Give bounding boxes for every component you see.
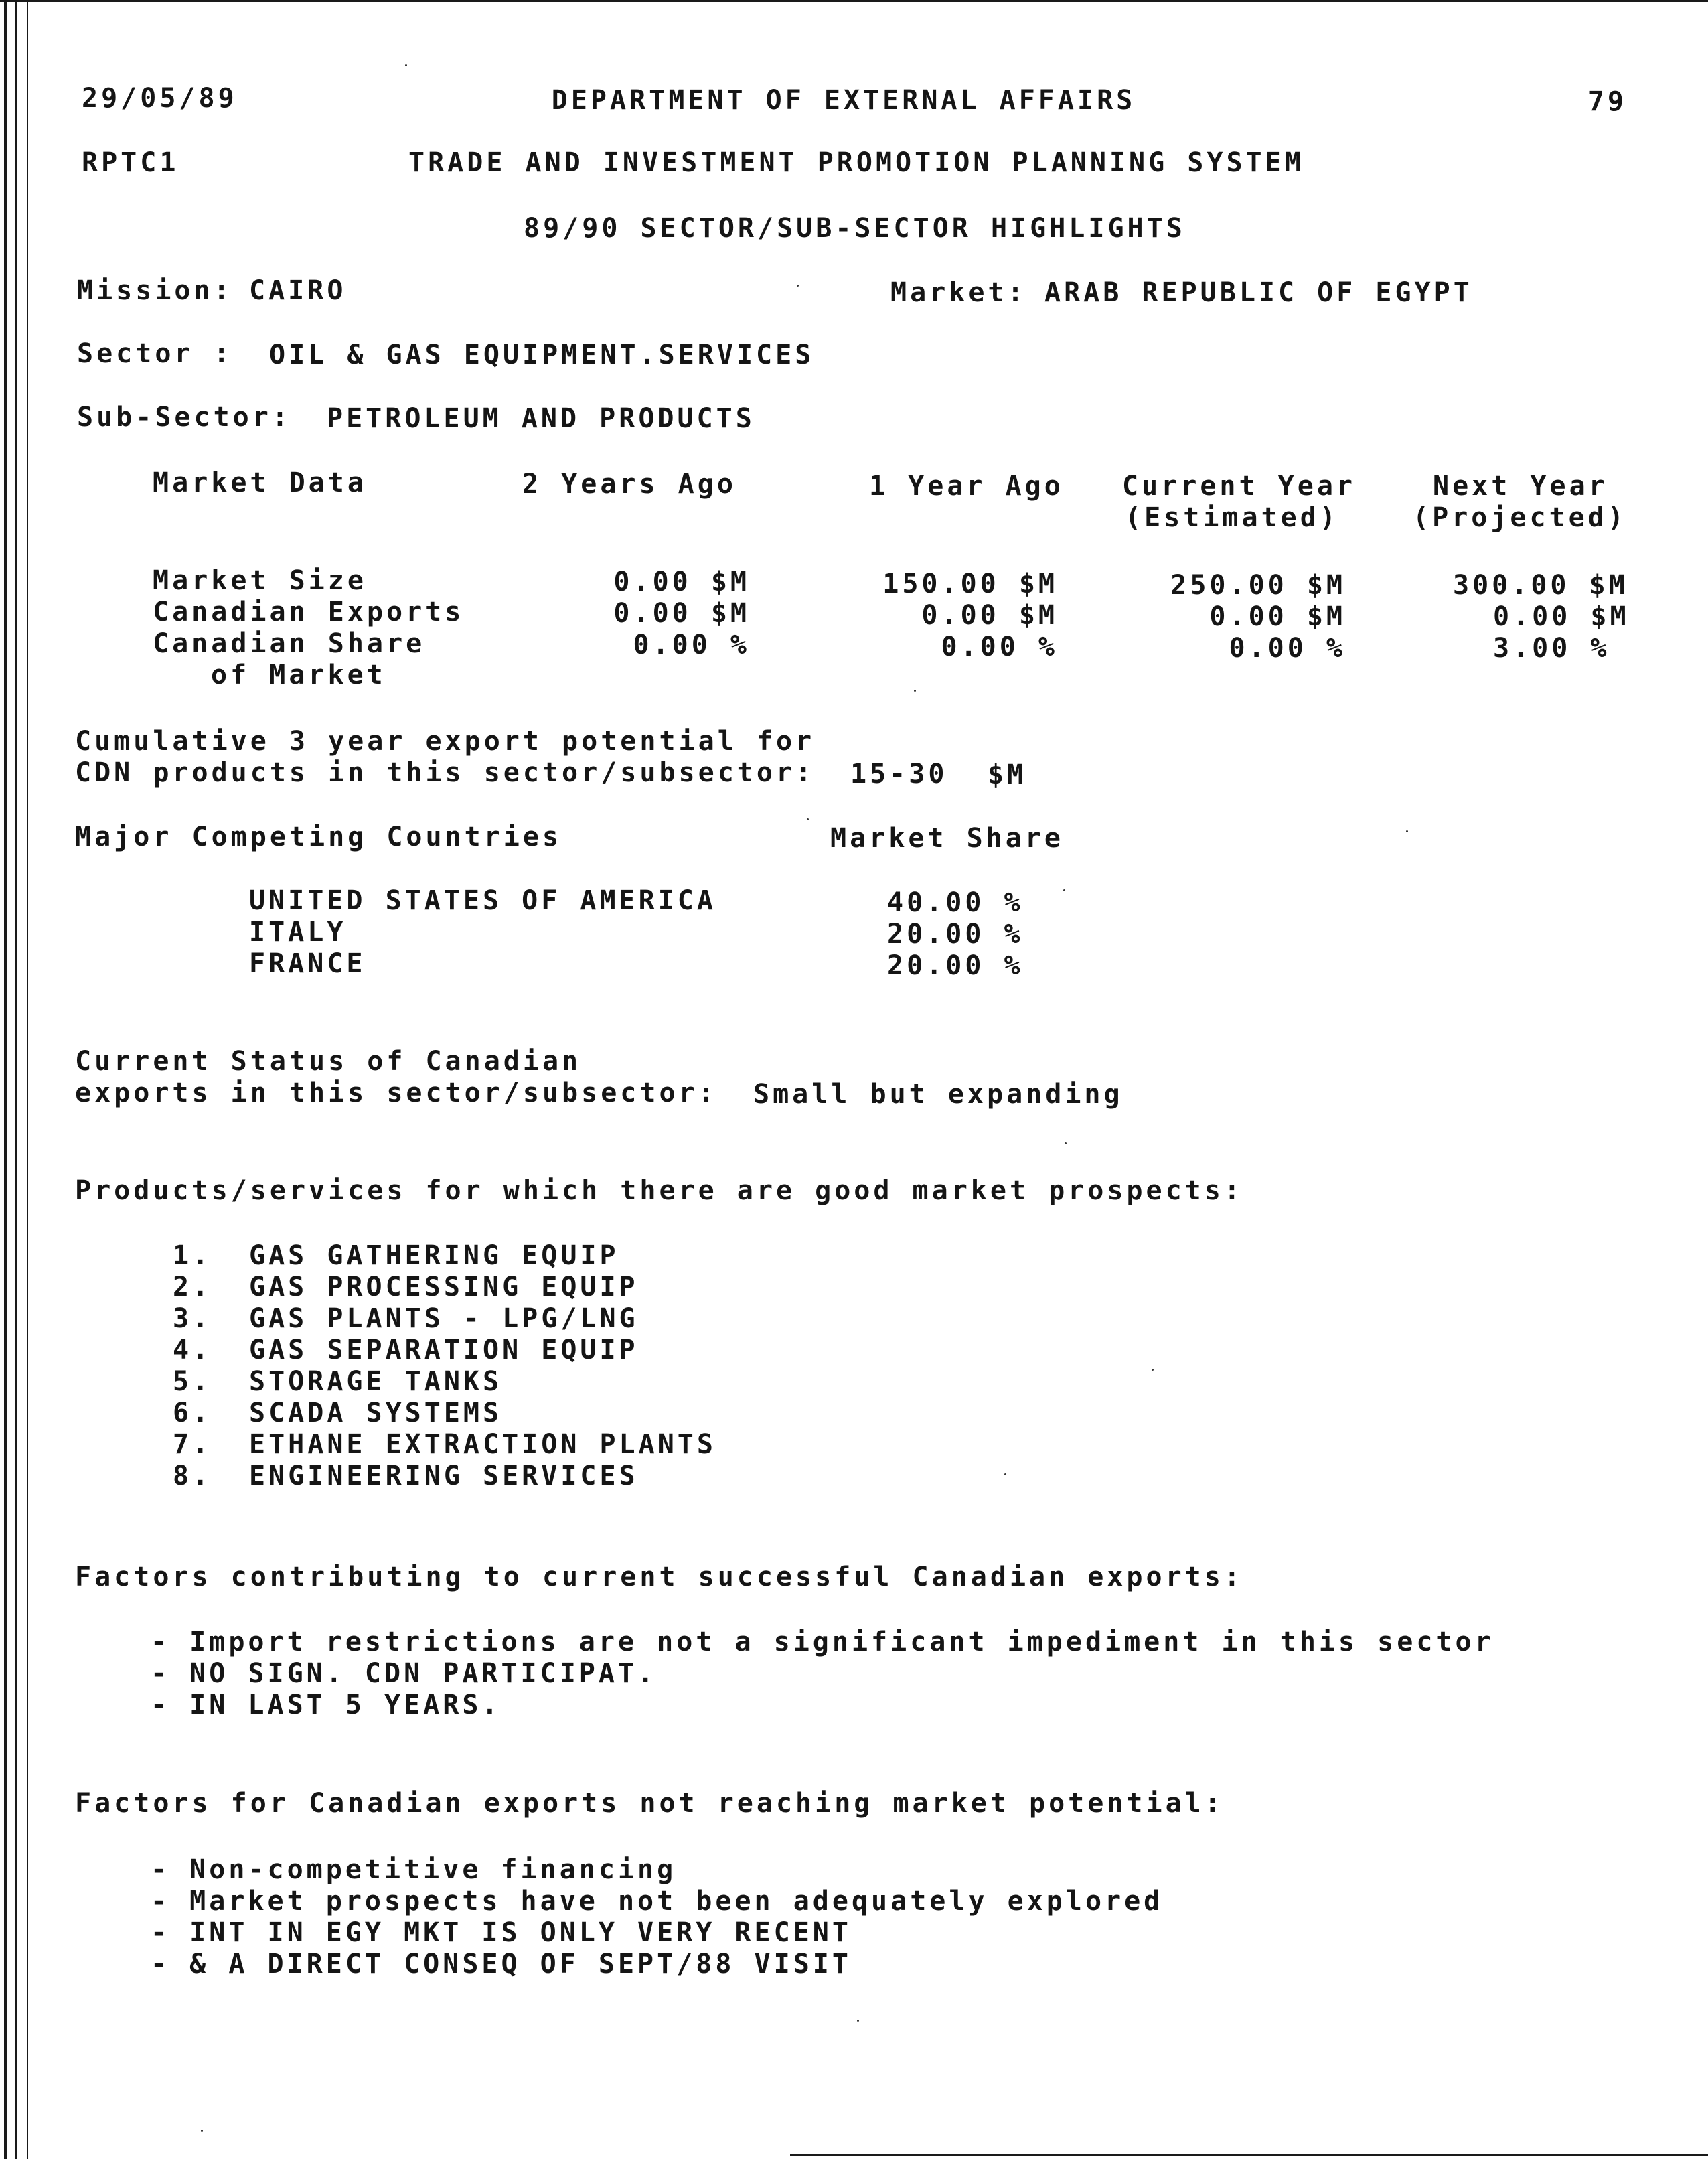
sector-label: Sector : bbox=[77, 338, 233, 369]
col-next-year-sub: (Projected) bbox=[1413, 502, 1627, 533]
mission-label: Mission: bbox=[77, 275, 233, 306]
report-id: RPTC1 bbox=[82, 147, 179, 178]
row-value-current: 0.00 $M bbox=[1209, 601, 1346, 632]
item-number: 5. bbox=[173, 1366, 212, 1397]
competitors-header-label: Major Competing Countries bbox=[75, 822, 562, 852]
item-number: 6. bbox=[173, 1398, 212, 1428]
scan-border-left-innermost bbox=[27, 0, 28, 2159]
competitors-header-share: Market Share bbox=[830, 823, 1064, 854]
market-data-header-label: Market Data bbox=[153, 467, 367, 498]
item-number: 3. bbox=[173, 1303, 212, 1334]
item-text: GAS SEPARATION EQUIP bbox=[249, 1335, 639, 1365]
scan-speck bbox=[405, 64, 407, 66]
report-title: 89/90 SECTOR/SUB-SECTOR HIGHLIGHTS bbox=[524, 213, 1186, 244]
item-number: 8. bbox=[173, 1461, 212, 1491]
potential-label-line2: CDN products in this sector/subsector: bbox=[75, 757, 816, 788]
col-2-years-ago: 2 Years Ago bbox=[522, 469, 736, 500]
potential-unit: $M bbox=[988, 759, 1027, 790]
competitor-share: 20.00 % bbox=[887, 950, 1024, 981]
row-value-1y: 150.00 $M bbox=[882, 569, 1058, 599]
col-current-year: Current Year bbox=[1122, 471, 1356, 502]
system-name: TRADE AND INVESTMENT PROMOTION PLANNING SYSTEM bbox=[408, 147, 1304, 178]
row-label-continued: of Market bbox=[211, 660, 386, 690]
scan-speck bbox=[914, 690, 916, 692]
scan-speck bbox=[797, 285, 799, 287]
list-item: - Non-competitive financing bbox=[151, 1854, 677, 1885]
item-text: STORAGE TANKS bbox=[249, 1366, 503, 1397]
item-text: ENGINEERING SERVICES bbox=[249, 1461, 639, 1491]
scan-speck bbox=[1406, 830, 1408, 832]
row-value-2y: 0.00 % bbox=[633, 629, 750, 660]
row-value-next: 3.00 % bbox=[1493, 633, 1610, 664]
success-factors-heading: Factors contributing to current successful Canadian exports: bbox=[75, 1562, 1243, 1592]
competitor-share: 40.00 % bbox=[887, 887, 1024, 918]
report-date: 29/05/89 bbox=[82, 83, 238, 114]
market-value: ARAB REPUBLIC OF EGYPT bbox=[1044, 277, 1473, 308]
market-label: Market: bbox=[890, 277, 1027, 308]
row-label: Canadian Share bbox=[153, 628, 426, 659]
scan-border-left-inner bbox=[15, 0, 17, 2159]
item-number: 4. bbox=[173, 1335, 212, 1365]
item-text: ETHANE EXTRACTION PLANTS bbox=[249, 1429, 716, 1460]
competitor-country: UNITED STATES OF AMERICA bbox=[249, 885, 716, 916]
col-current-year-sub: (Estimated) bbox=[1125, 502, 1339, 533]
potential-value: 15-30 bbox=[850, 759, 948, 790]
item-text: GAS PROCESSING EQUIP bbox=[249, 1272, 639, 1302]
scan-border-left bbox=[4, 0, 7, 2159]
list-item: - IN LAST 5 YEARS. bbox=[151, 1690, 501, 1720]
list-item: - NO SIGN. CDN PARTICIPAT. bbox=[151, 1658, 657, 1689]
status-label-line1: Current Status of Canadian bbox=[75, 1046, 582, 1077]
sector-value: OIL & GAS EQUIPMENT.SERVICES bbox=[269, 340, 815, 370]
status-value: Small but expanding bbox=[753, 1079, 1123, 1110]
row-value-next: 0.00 $M bbox=[1493, 601, 1630, 632]
shortfall-factors-heading: Factors for Canadian exports not reaching market potential: bbox=[75, 1788, 1224, 1819]
list-item: - Market prospects have not been adequately explored bbox=[151, 1886, 1164, 1917]
scan-speck bbox=[1063, 889, 1065, 891]
scan-speck bbox=[807, 818, 809, 820]
row-value-1y: 0.00 % bbox=[941, 631, 1058, 662]
row-label: Canadian Exports bbox=[153, 597, 465, 627]
scan-border-bottom bbox=[790, 2154, 1708, 2156]
scan-speck bbox=[1004, 1473, 1006, 1475]
item-text: SCADA SYSTEMS bbox=[249, 1398, 503, 1428]
page-number: 79 bbox=[1587, 86, 1627, 117]
item-text: GAS GATHERING EQUIP bbox=[249, 1240, 619, 1271]
list-item: - Import restrictions are not a significant impediment in this sector bbox=[151, 1627, 1494, 1657]
scan-speck bbox=[1152, 1369, 1154, 1371]
subsector-label: Sub-Sector: bbox=[77, 402, 291, 433]
row-value-1y: 0.00 $M bbox=[921, 600, 1058, 631]
col-1-year-ago: 1 Year Ago bbox=[869, 471, 1064, 502]
status-label-line2: exports in this sector/subsector: bbox=[75, 1077, 718, 1108]
col-next-year: Next Year bbox=[1433, 471, 1608, 502]
potential-label-line1: Cumulative 3 year export potential for bbox=[75, 726, 816, 757]
scan-speck bbox=[857, 2020, 859, 2022]
scan-border-top bbox=[0, 0, 1708, 2]
department-name: DEPARTMENT OF EXTERNAL AFFAIRS bbox=[551, 85, 1136, 116]
row-value-current: 0.00 % bbox=[1229, 633, 1346, 664]
competitor-country: ITALY bbox=[249, 917, 347, 948]
row-label: Market Size bbox=[153, 565, 367, 596]
row-value-2y: 0.00 $M bbox=[613, 567, 750, 597]
row-value-current: 250.00 $M bbox=[1170, 570, 1346, 601]
prospects-heading: Products/services for which there are good market prospects: bbox=[75, 1175, 1243, 1206]
competitor-share: 20.00 % bbox=[887, 919, 1024, 950]
list-item: - INT IN EGY MKT IS ONLY VERY RECENT bbox=[151, 1917, 852, 1948]
competitor-country: FRANCE bbox=[249, 948, 366, 979]
item-number: 2. bbox=[173, 1272, 212, 1302]
subsector-value: PETROLEUM AND PRODUCTS bbox=[327, 403, 755, 434]
list-item: - & A DIRECT CONSEQ OF SEPT/88 VISIT bbox=[151, 1949, 852, 1980]
mission-value: CAIRO bbox=[249, 275, 347, 306]
scan-speck bbox=[201, 2130, 203, 2132]
item-number: 1. bbox=[173, 1240, 212, 1271]
scan-speck bbox=[1065, 1142, 1067, 1144]
row-value-next: 300.00 $M bbox=[1453, 570, 1628, 601]
row-value-2y: 0.00 $M bbox=[613, 598, 750, 629]
item-number: 7. bbox=[173, 1429, 212, 1460]
item-text: GAS PLANTS - LPG/LNG bbox=[249, 1303, 639, 1334]
